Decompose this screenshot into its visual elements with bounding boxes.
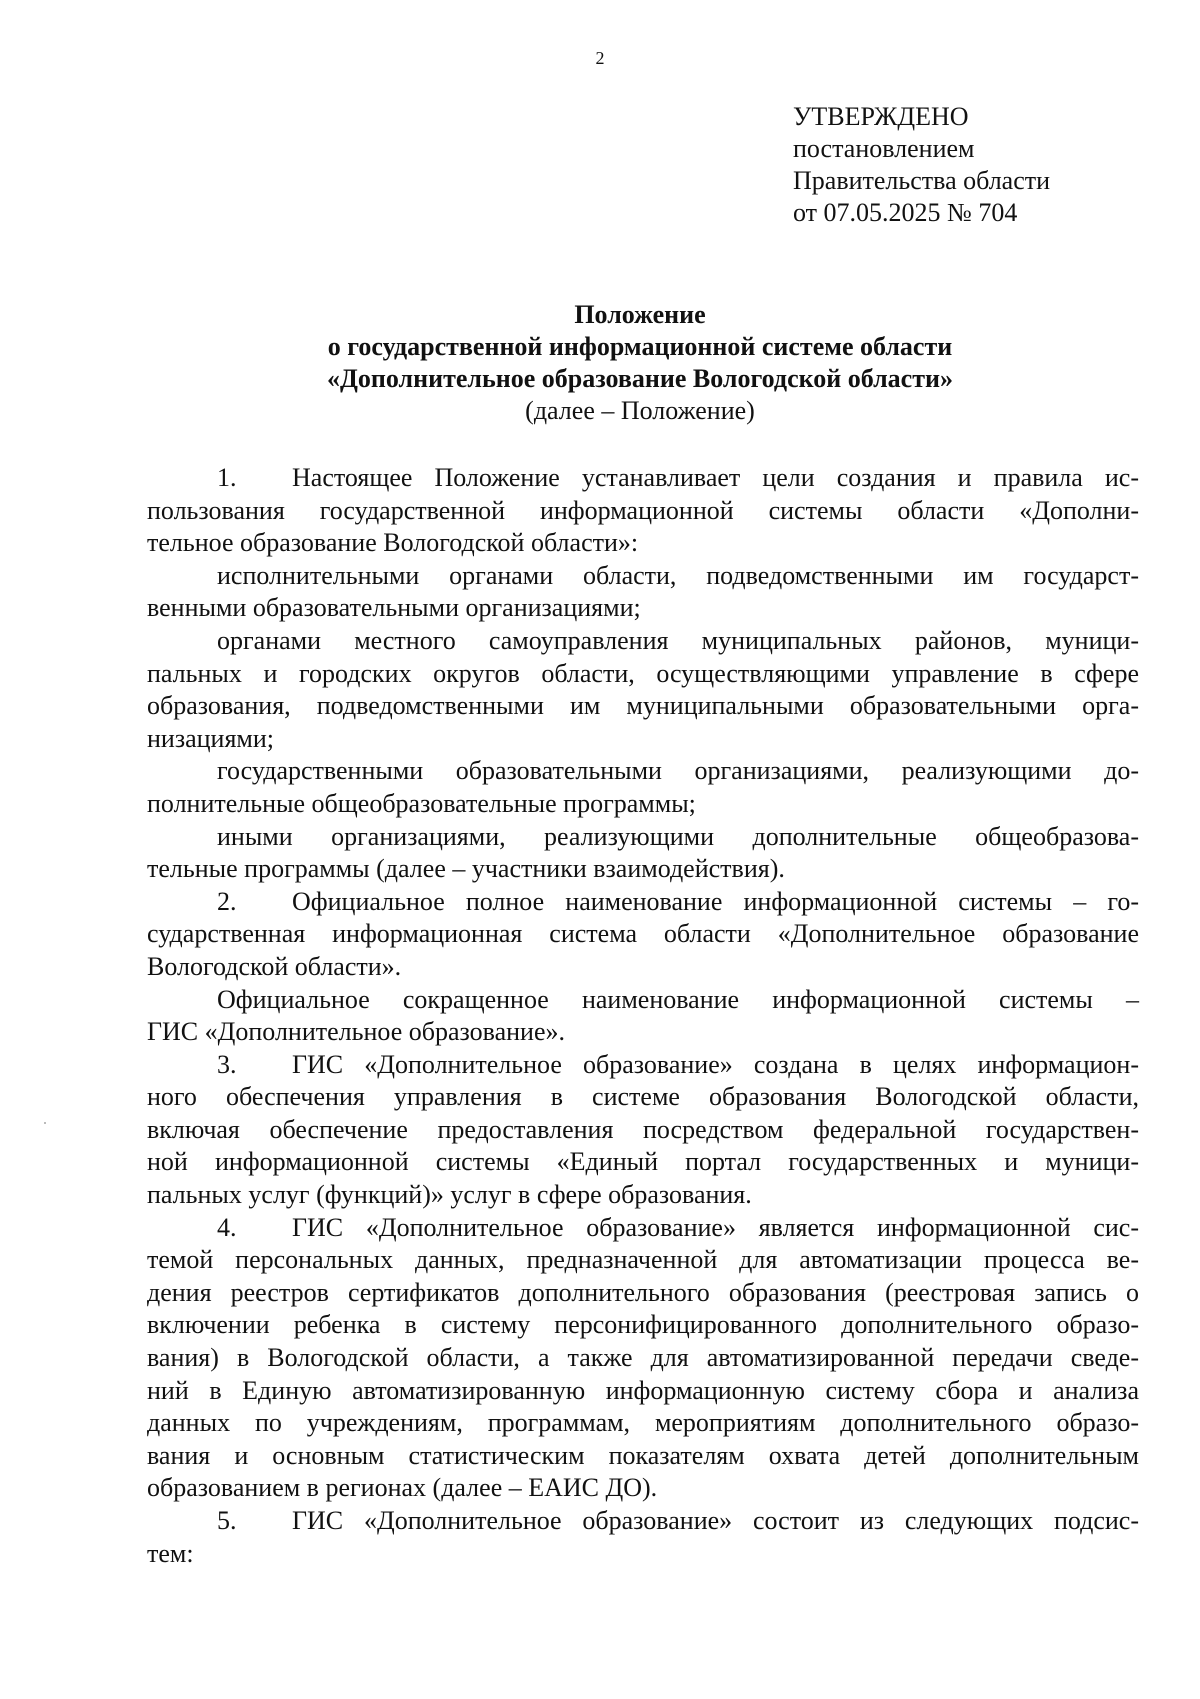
numbered-paragraph bbox=[147, 1505, 1139, 1570]
text-line-content: ГИС «Дополнительное образование» состоит из следующих подсис- bbox=[292, 1506, 1139, 1535]
text-line: ний в Единую автоматизированную информационную систему сбора и анализа bbox=[147, 1375, 1139, 1405]
title-note: (далее – Положение) bbox=[525, 396, 755, 425]
title-line: «Дополнительное образование Вологодской области» bbox=[327, 364, 953, 393]
paragraph-number: 1. bbox=[217, 463, 237, 492]
text-line: полнительные общеобразовательные программы; bbox=[147, 788, 696, 818]
numbered-paragraph bbox=[147, 1049, 1139, 1212]
text-line: государственными образовательными организациями, реализующими до- bbox=[217, 756, 1139, 786]
text-line: ной информационной системы «Единый портал государственных и муници- bbox=[147, 1147, 1139, 1177]
text-line-content: Официальное полное наименование информационной системы – го- bbox=[292, 886, 1139, 916]
text-line bbox=[147, 886, 1139, 919]
text-line: включении ребенка в систему персонифицированного дополнительного образо- bbox=[147, 1310, 1139, 1340]
paragraph bbox=[147, 755, 1139, 820]
text-line: ного обеспечения управления в системе образования Вологодской области, bbox=[147, 1082, 1139, 1112]
text-line: венными образовательными организациями; bbox=[147, 593, 641, 623]
text-line: данных по учреждениям, программам, мероприятиям дополнительного образо- bbox=[147, 1408, 1139, 1438]
text-line: иными организациями, реализующими дополнительные общеобразова- bbox=[217, 821, 1139, 851]
text-line-content: ГИС «Дополнительное образование» создана в целях информацион- bbox=[292, 1049, 1139, 1079]
text-line: тельное образование Вологодской области»: bbox=[147, 528, 639, 558]
paragraph-number: 5. bbox=[217, 1506, 237, 1535]
paragraph bbox=[147, 984, 1139, 1049]
paragraph bbox=[147, 560, 1139, 625]
paragraph-number: 3. bbox=[217, 1049, 237, 1079]
approval-line: постановлением bbox=[793, 134, 975, 163]
text-line: вания и основным статистическим показателям охвата детей дополнительным bbox=[147, 1440, 1139, 1470]
text-line bbox=[147, 1212, 1139, 1245]
scan-mark bbox=[44, 1122, 46, 1124]
text-line: сударственная информационная система области «Дополнительное образование bbox=[147, 919, 1139, 949]
text-line: вания) в Вологодской области, а также для автоматизированной передачи сведе- bbox=[147, 1343, 1139, 1373]
text-line bbox=[147, 1505, 1139, 1538]
text-line: пальных и городских округов области, осуществляющими управление в сфере bbox=[147, 658, 1139, 688]
text-line-content: Настоящее Положение устанавливает цели создания и правила ис- bbox=[292, 463, 1139, 492]
text-line: темой персональных данных, предназначенной для автоматизации процесса ве- bbox=[147, 1245, 1139, 1275]
text-line: пальных услуг (функций)» услуг в сфере образования. bbox=[147, 1180, 752, 1210]
text-line: дения реестров сертификатов дополнительного образования (реестровая запись о bbox=[147, 1277, 1139, 1307]
text-line: включая обеспечение предоставления посредством федеральной государствен- bbox=[147, 1114, 1139, 1144]
text-line: исполнительными органами области, подведомственными им государст- bbox=[217, 560, 1139, 590]
text-line bbox=[147, 1049, 1139, 1082]
text-line bbox=[147, 462, 1139, 495]
text-line: пользования государственной информационной системы области «Дополни- bbox=[147, 495, 1139, 525]
approval-heading: УТВЕРЖДЕНО bbox=[793, 102, 969, 131]
paragraph-number: 4. bbox=[217, 1212, 237, 1242]
approval-stamp bbox=[793, 101, 1050, 229]
title-line: Положение bbox=[574, 300, 706, 329]
numbered-paragraph bbox=[147, 462, 1139, 560]
text-line: органами местного самоуправления муниципальных районов, муници- bbox=[217, 625, 1139, 655]
approval-line: Правительства области bbox=[793, 166, 1051, 195]
paragraph bbox=[147, 625, 1139, 755]
paragraph bbox=[147, 821, 1139, 886]
document-title bbox=[0, 299, 1200, 427]
text-line: Официальное сокращенное наименование информационной системы – bbox=[217, 984, 1139, 1014]
paragraph-number: 2. bbox=[217, 886, 237, 916]
approval-date-number: от 07.05.2025 № 704 bbox=[793, 198, 1018, 227]
text-line-content: ГИС «Дополнительное образование» является информационной сис- bbox=[292, 1212, 1139, 1242]
text-line: тельные программы (далее – участники взаимодействия). bbox=[147, 854, 785, 884]
text-line: Вологодской области». bbox=[147, 951, 402, 981]
page-number: 2 bbox=[595, 48, 605, 68]
numbered-paragraph bbox=[147, 886, 1139, 984]
text-line: образованием в регионах (далее – ЕАИС ДО). bbox=[147, 1473, 658, 1503]
title-line: о государственной информационной системе области bbox=[327, 332, 953, 361]
text-line: низациями; bbox=[147, 723, 275, 753]
text-line: тем: bbox=[147, 1538, 194, 1568]
document-body bbox=[147, 462, 1139, 1570]
numbered-paragraph bbox=[147, 1212, 1139, 1505]
text-line: образования, подведомственными им муниципальными образовательными орга- bbox=[147, 691, 1139, 721]
text-line: ГИС «Дополнительное образование». bbox=[147, 1017, 565, 1047]
